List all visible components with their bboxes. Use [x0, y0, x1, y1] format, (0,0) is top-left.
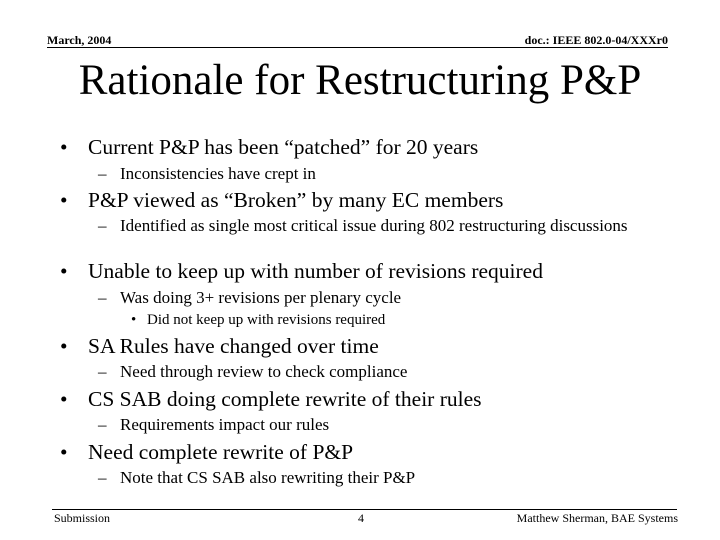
dash-marker: – — [98, 216, 107, 235]
slide-title: Rationale for Restructuring P&P — [78, 57, 642, 104]
bullet-1-sub-1: Inconsistencies have crept in — [120, 164, 316, 183]
bullet-3-text: Unable to keep up with number of revisions required — [88, 259, 543, 283]
bullet-marker: • — [60, 135, 68, 159]
footer-submission: Submission — [54, 511, 111, 525]
bullet-5-sub-1: Requirements impact our rules — [120, 415, 330, 434]
footer-page-number: 4 — [358, 511, 364, 525]
dash-marker: – — [98, 468, 107, 487]
bullet-marker-small: • — [131, 312, 137, 328]
bullet-5-text: CS SAB doing complete rewrite of their rules — [88, 387, 482, 411]
bullet-4-sub-1: Need through review to check compliance — [120, 362, 408, 381]
bullet-2-text: P&P viewed as “Broken” by many EC members — [88, 188, 504, 212]
bullet-marker: • — [60, 440, 68, 464]
bullet-3-sub-1: Was doing 3+ revisions per plenary cycle — [120, 288, 402, 307]
bullet-2-sub-1: Identified as single most critical issue during 802 restructuring discussions — [120, 216, 628, 235]
dash-marker: – — [98, 415, 107, 434]
bullet-3-sub-1-sub-1: Did not keep up with revisions required — [147, 312, 386, 328]
dash-marker: – — [98, 288, 107, 307]
footer-author: Matthew Sherman, BAE Systems — [516, 511, 678, 525]
footer-rule — [52, 509, 677, 510]
bullet-6-text: Need complete rewrite of P&P — [88, 440, 354, 464]
header-doc-id: doc.: IEEE 802.0-04/XXXr0 — [524, 33, 668, 47]
bullet-marker: • — [60, 188, 68, 212]
dash-marker: – — [98, 164, 107, 183]
header-date: March, 2004 — [47, 33, 112, 47]
bullet-1-text: Current P&P has been “patched” for 20 years — [88, 135, 479, 159]
bullet-marker: • — [60, 334, 68, 358]
dash-marker: – — [98, 362, 107, 381]
bullet-marker: • — [60, 259, 68, 283]
bullet-marker: • — [60, 387, 68, 411]
bullet-4-text: SA Rules have changed over time — [88, 334, 379, 358]
bullet-6-sub-1: Note that CS SAB also rewriting their P&P — [120, 468, 416, 487]
